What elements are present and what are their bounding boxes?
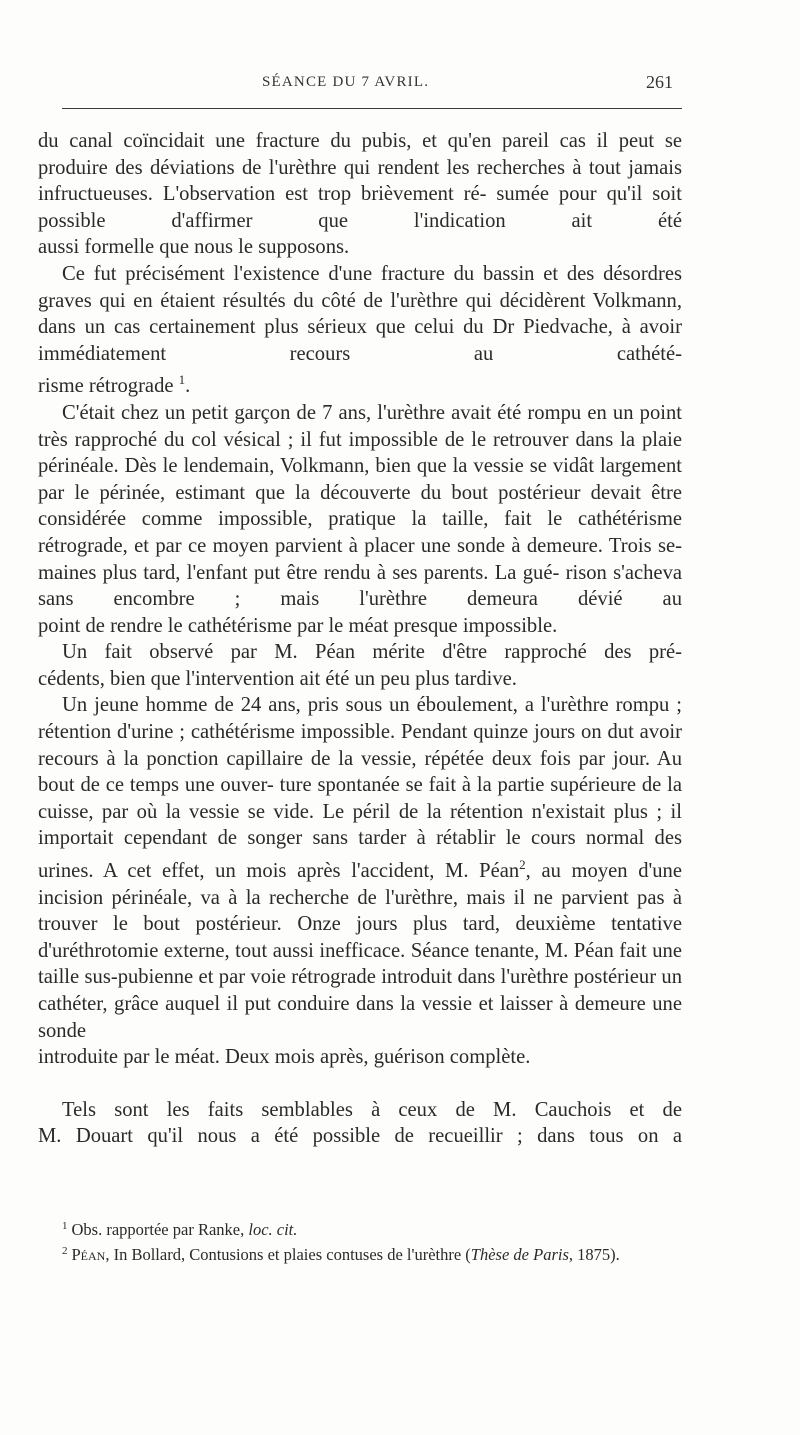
text-line: Séance tenante, M. Péan fait une taille sus-pubienne et par voie [38, 939, 682, 989]
text-line: urines. A cet effet, un mois après l'accident, M. Péan [38, 860, 520, 883]
text-line: en un point très rapproché du col vésical ; il fut impossible de le [38, 401, 682, 451]
text-line: Un fait observé par M. Péan mérite d'être rapproché des pré- [62, 641, 682, 664]
text-line: auquel il put conduire dans la vessie et laisser à demeure une sonde [38, 993, 682, 1042]
footnotes [38, 1216, 682, 1265]
text-line: Ce fut précisément l'existence d'une fracture du bassin et des [62, 262, 595, 285]
footnote-reference[interactable]: 2 [519, 857, 526, 873]
text-line: maines plus tard, l'enfant put être rendu à ses parents. La gué- [38, 561, 560, 584]
text-line: quinze jours on dut avoir recours à la ponction capillaire de la [38, 721, 682, 770]
footnote-text-tail: , 1875). [568, 1244, 620, 1264]
text-line: du canal coïncidait une fracture du pubis, et qu'en pareil cas il peut [38, 130, 655, 152]
text-line: M. Douart qu'il nous a été possible de recueillir ; dans tous on a [38, 1125, 682, 1148]
paragraph [38, 128, 682, 234]
text-line: C'était chez un petit garçon de 7 ans, l'urèthre avait été rompu [62, 401, 582, 424]
text-line: par ce moyen parvient à placer une sonde à demeure. Trois se- [155, 534, 682, 557]
text-line: vessie se vide. Le péril de la rétention n'existait plus ; il importait [38, 800, 682, 850]
header-rule [62, 108, 682, 109]
running-head: SÉANCE DU 7 AVRIL. [262, 74, 430, 90]
footnote-text: Obs. rapportée par Ranke, [71, 1220, 245, 1239]
paragraph [38, 400, 682, 613]
paragraph-end-line [38, 1044, 682, 1071]
footnote [38, 1241, 682, 1266]
paragraph-end-line [38, 367, 682, 400]
paragraph [38, 1123, 682, 1150]
text-fragment: , au moyen [525, 860, 628, 883]
text-line: vessie, répétée deux fois par jour. Au bout de ce temps une ouver- [38, 747, 683, 797]
paragraph [38, 261, 682, 367]
text-line: celui du Dr Piedvache, à avoir immédiatement recours au cathété- [38, 316, 682, 365]
footnote-citation: Thèse de Paris [470, 1244, 569, 1264]
text-line: cédents, bien que l'intervention ait été un peu plus tardive. [38, 667, 517, 690]
text-line: rompu ; rétention d'urine ; cathétérisme impossible. Pendant [38, 694, 682, 744]
text-line: à tout jamais infructueuses. L'observation est trop brièvement ré- [38, 156, 682, 206]
footnote-citation: loc. cit. [248, 1220, 298, 1239]
text-line: retrouver dans la plaie périnéale. Dès le lendemain, Volkmann, [38, 428, 682, 478]
paragraph-end-line [38, 613, 682, 640]
text-line: Tels sont les faits semblables à ceux de M. Cauchois et de [62, 1098, 682, 1121]
paragraph [38, 639, 682, 666]
text-line: deuxième tentative d'uréthrotomie externe, tout aussi inefficace. [38, 913, 682, 962]
text-line: parvient pas à trouver le bout postérieur. Onze jours plus tard, [38, 886, 682, 936]
paragraph-end-line [38, 666, 682, 693]
footnote-mark: 2 [62, 1244, 68, 1257]
text-line: décidèrent Volkmann, dans un cas certainement plus sérieux que [38, 289, 682, 339]
text-line: introduite par le méat. Deux mois après, guérison complète. [38, 1046, 531, 1069]
text-line: Un jeune homme de 24 ans, pris sous un éboulement, a l'urèthre [62, 694, 609, 717]
text-line: impossible, pratique la taille, fait le cathétérisme rétrograde, et [38, 508, 682, 557]
text-line: rétrograde introduit dans l'urèthre postérieur un cathéter, grâce [38, 966, 683, 1015]
footnote-reference[interactable]: 1 [178, 372, 186, 388]
footnote-author: Péan [71, 1244, 106, 1264]
text-line: d'une incision périnéale, va à la recherche de l'urèthre, mais il ne [38, 860, 682, 909]
text-line: se produire des déviations de l'urèthre qui rendent les recherches [38, 130, 682, 179]
page-number: 261 [646, 72, 673, 92]
text-line: la découverte du bout postérieur devait être considérée comme [38, 481, 682, 531]
text-line: désordres graves qui en étaient résultés du côté de l'urèthre qui [38, 262, 682, 312]
text-line: aussi formelle que nous le supposons. [38, 236, 350, 259]
text-line: sumée pour qu'il soit possible d'affirmer que l'indication ait été [38, 183, 682, 232]
footnote-mark: 1 [62, 1220, 68, 1232]
text-line: rison s'acheva sans encombre ; mais l'urèthre demeura dévié au [38, 561, 683, 611]
paragraph [38, 692, 682, 1044]
body-text [38, 128, 682, 1150]
text-line: cependant de songer sans tarder à rétablir le cours normal des [123, 827, 682, 850]
footnote [38, 1216, 682, 1241]
text-line: ture spontanée se fait à la partie supérieure de la cuisse, par où la [38, 774, 682, 823]
paragraph-end-line [38, 234, 682, 261]
text-line: bien que la vessie se vidât largement par le périnée, estimant que [38, 455, 682, 504]
footnote-text: , In Bollard, Contusions et plaies contuses de l'urèthre ( [105, 1244, 471, 1264]
text-fragment: . [185, 375, 191, 398]
text-line: point de rendre le cathétérisme par le méat presque impossible. [38, 614, 558, 637]
paragraph [38, 1097, 682, 1124]
text-line: risme rétrograde [38, 375, 174, 398]
